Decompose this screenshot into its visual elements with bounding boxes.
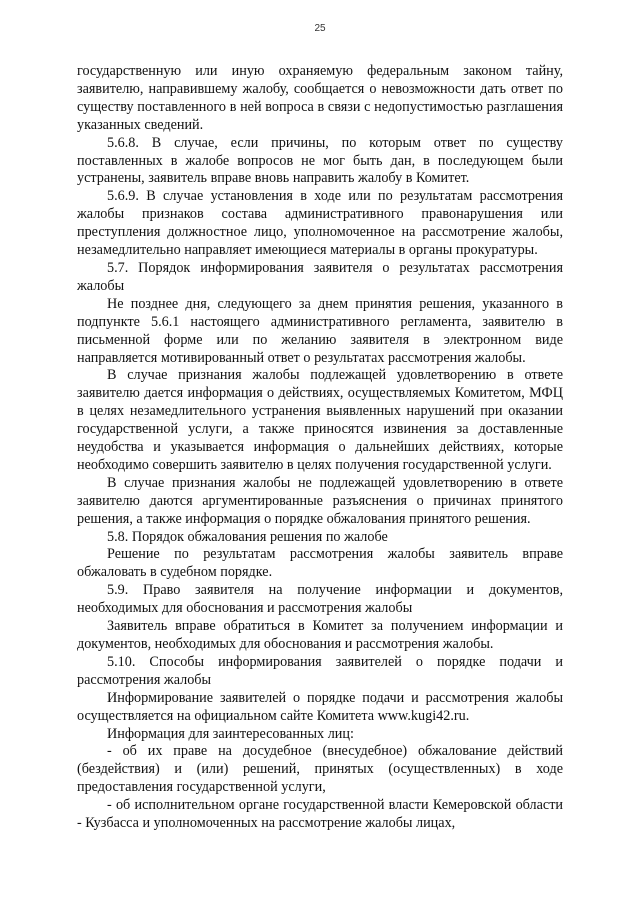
paragraph-p14: Информация для заинтересованных лиц: bbox=[107, 725, 354, 742]
paragraph-p15: - об их праве на досудебное (внесудебное) обжалование действий (бездействия) и (или) решений, принятых (осуществленных) в ходе предоставления государственной услуги, bbox=[77, 743, 563, 796]
page-number: 25 bbox=[314, 23, 326, 34]
paragraph-p7: В случае признания жалобы не подлежащей удовлетворению в ответе заявителю даются аргументированные разъяснения о причинах принятого решения, а также информация о порядке обжалования принятого решения. bbox=[77, 474, 563, 527]
paragraph-p11: Заявитель вправе обратиться в Комитет за получением информации и документов, необходимых для обоснования и рассмотрения жалобы. bbox=[77, 618, 563, 652]
paragraph-p2: 5.6.8. В случае, если причины, по которым ответ по существу поставленных в жалобе вопросов не мог быть дан, в последующем были устранены, заявитель вправе вновь направить жалобу в Комитет. bbox=[77, 134, 563, 187]
paragraph-p9: Решение по результатам рассмотрения жалобы заявитель вправе обжаловать в судебном порядке. bbox=[77, 546, 563, 581]
paragraph-p16: - об исполнительном органе государственной власти Кемеровской области - Кузбасса и уполномоченных на рассмотрение жалобы лицах, bbox=[77, 797, 563, 832]
paragraph-p13: Информирование заявителей о порядке подачи и рассмотрения жалобы осуществляется на официальном сайте Комитета www.kugi42.ru. bbox=[77, 689, 563, 724]
paragraph-p3: 5.6.9. В случае установления в ходе или по результатам рассмотрения жалобы признаков состава административного правонарушения или преступления должностное лицо, уполномоченное на рассмотрение жалобы, незамедлительно направляет имеющиеся материалы в органы прокуратуры. bbox=[77, 188, 563, 259]
paragraph-p4: 5.7. Порядок информирования заявителя о результатах рассмотрения жалобы bbox=[77, 259, 563, 294]
paragraph-p1: государственную или иную охраняемую федеральным законом тайну, заявителю, направившему жалобу, сообщается о невозможности дать ответ по существу поставленного в ней вопроса в связи с недопустимостью разглашения указанных сведений. bbox=[77, 63, 563, 133]
paragraph-p12: 5.10. Способы информирования заявителей о порядке подачи и рассмотрения жалобы bbox=[77, 653, 563, 688]
paragraph-p5: Не позднее дня, следующего за днем принятия решения, указанного в подпункте 5.6.1 настоящего административного регламента, заявителю в письменной форме или по желанию заявителя в электронном виде направляется мотивированный ответ о результатах рассмотрения жалобы. bbox=[77, 295, 563, 366]
paragraph-p10: 5.9. Право заявителя на получение информации и документов, необходимых для обоснования и рассмотрения жалобы bbox=[77, 582, 563, 617]
paragraph-p6: В случае признания жалобы подлежащей удовлетворению в ответе заявителю дается информация о действиях, осуществляемых Комитетом, МФЦ в целях незамедлительного устранения выявленных нарушений при оказании государственной услуги, а также приносятся извинения за доставленные неудобства и указывается информация о дальнейших действиях, которые необходимо совершить заявителю в целях получения государственной услуги. bbox=[77, 367, 563, 473]
document-body bbox=[77, 63, 563, 833]
paragraph-p8: 5.8. Порядок обжалования решения по жалобе bbox=[107, 528, 388, 545]
